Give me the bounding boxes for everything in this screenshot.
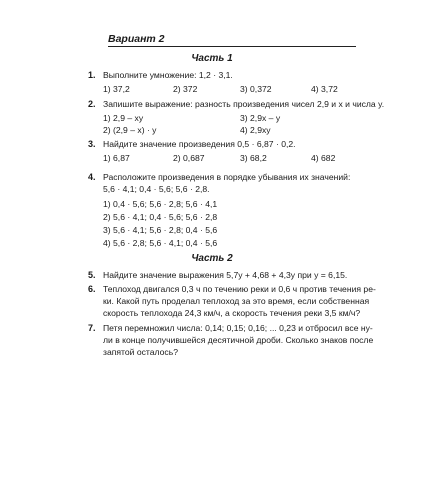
question-text: Запишите выражение: разность произведения чисел 2,9 и x и числа y. <box>103 99 385 109</box>
question-number: 7. <box>88 323 96 333</box>
question-number: 3. <box>88 139 96 149</box>
question-text-line: ли в конце получившейся десятичной дроби. Сколько знаков после <box>103 335 374 345</box>
answer-option: 1) 2,9 – xy <box>103 113 144 123</box>
answer-option: 3) 2,9x – y <box>240 113 281 123</box>
question-number: 1. <box>88 70 96 80</box>
answer-option: 2) 372 <box>173 84 198 94</box>
answer-option: 4) 5,6 · 2,8; 5,6 · 4,1; 0,4 · 5,6 <box>103 238 218 248</box>
question-text-line: скорость теплохода 24,3 км/ч, а скорость течения реки 3,5 км/ч? <box>103 308 361 318</box>
question-text: Найдите значение произведения 0,5 · 6,87 · 0,2. <box>103 139 296 149</box>
answer-option: 3) 68,2 <box>240 153 267 163</box>
question-text: Выполните умножение: 1,2 · 3,1. <box>103 70 233 80</box>
question-number: 4. <box>88 172 96 182</box>
question-number: 6. <box>88 284 96 294</box>
answer-option: 2) 5,6 · 4,1; 0,4 · 5,6; 5,6 · 2,8 <box>103 212 218 222</box>
answer-option: 2) (2,9 – x) · y <box>103 125 157 135</box>
variant-title: Вариант 2 <box>108 33 356 47</box>
question-text: Найдите значение выражения 5,7y + 4,68 + 4,3y при y = 6,15. <box>103 270 348 280</box>
part-2-title: Часть 2 <box>191 253 233 264</box>
answer-option: 4) 3,72 <box>311 84 338 94</box>
answer-option: 4) 682 <box>311 153 336 163</box>
question-number: 5. <box>88 270 96 280</box>
question-text: 5,6 · 4,1; 0,4 · 5,6; 5,6 · 2,8. <box>103 184 210 194</box>
answer-option: 2) 0,687 <box>173 153 205 163</box>
answer-option: 3) 0,372 <box>240 84 272 94</box>
answer-option: 3) 5,6 · 4,1; 5,6 · 2,8; 0,4 · 5,6 <box>103 225 218 235</box>
question-text: Расположите произведения в порядке убывания их значений: <box>103 172 351 182</box>
answer-option: 1) 37,2 <box>103 84 130 94</box>
question-text-line: Петя перемножил числа: 0,14; 0,15; 0,16; ... 0,23 и отбросил все ну- <box>103 323 373 333</box>
answer-option: 4) 2,9xy <box>240 125 271 135</box>
answer-option: 1) 0,4 · 5,6; 5,6 · 2,8; 5,6 · 4,1 <box>103 199 218 209</box>
question-text-line: запятой осталось? <box>103 347 178 357</box>
part-1-title: Часть 1 <box>191 53 233 64</box>
question-text-line: ки. Какой путь проделал теплоход за это время, если собственная <box>103 296 370 306</box>
answer-option: 1) 6,87 <box>103 153 130 163</box>
question-text-line: Теплоход двигался 0,3 ч по течению реки и 0,6 ч против течения ре- <box>103 284 376 294</box>
question-number: 2. <box>88 99 96 109</box>
